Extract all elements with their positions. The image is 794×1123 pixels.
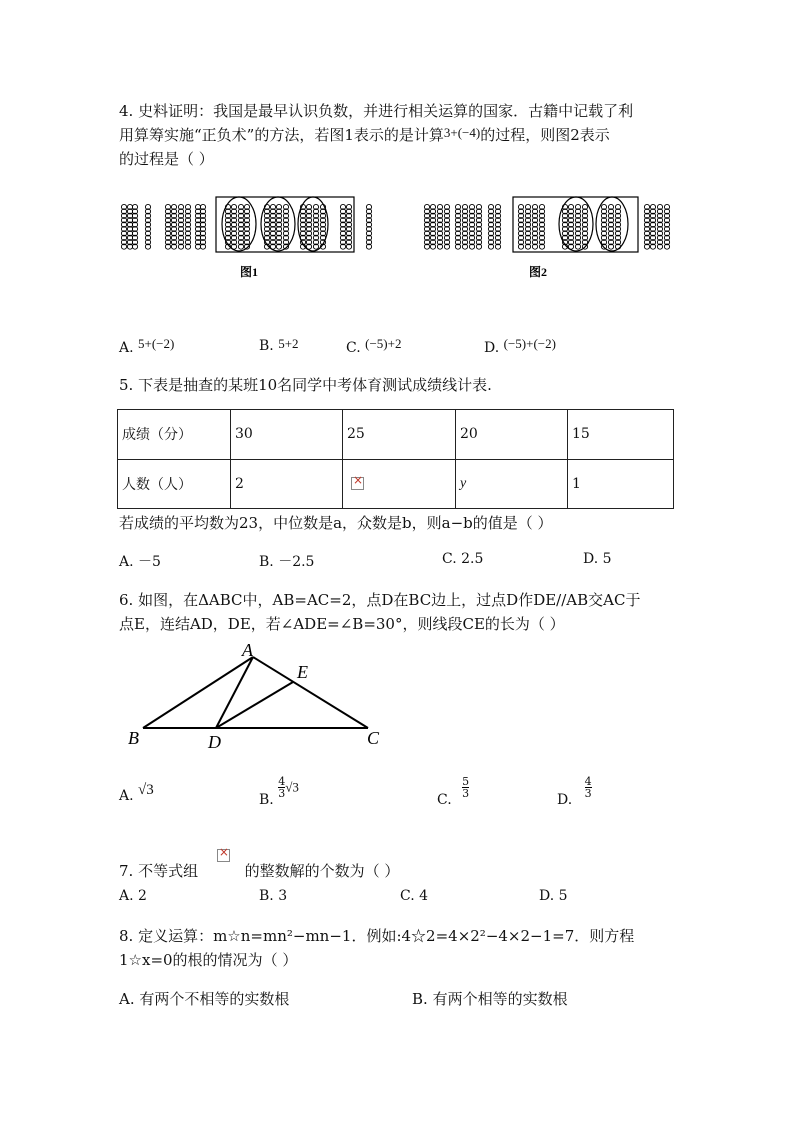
option-expression: (−5)+(−2) xyxy=(503,336,556,351)
option-value: 4 xyxy=(419,888,429,904)
q5-option-d[interactable] xyxy=(583,551,612,567)
counting-rod xyxy=(469,204,474,249)
option-letter: B. xyxy=(412,990,428,1008)
q4-line3: 的过程是（ ） xyxy=(119,150,214,168)
option-expression: √3 xyxy=(285,779,299,795)
counting-rod xyxy=(121,204,126,249)
q7-option-d[interactable] xyxy=(539,888,568,904)
q7-option-b[interactable] xyxy=(259,888,287,904)
counting-rod xyxy=(366,204,371,249)
label-E: E xyxy=(297,662,308,682)
q4-line2-text-b: 的过程，则图2表示 xyxy=(480,126,610,144)
option-letter: A. xyxy=(119,990,135,1008)
counting-rod xyxy=(430,204,435,249)
counting-rod xyxy=(518,204,523,249)
counting-rod xyxy=(132,204,137,249)
table-row xyxy=(118,459,674,509)
table-cell: 15 xyxy=(568,410,674,460)
counting-rod xyxy=(238,204,243,249)
option-letter: B. xyxy=(259,338,274,354)
option-value: 2 xyxy=(138,888,147,904)
denominator: 3 xyxy=(278,787,286,800)
counting-rod xyxy=(444,204,449,249)
fraction xyxy=(585,776,592,799)
label-D: D xyxy=(208,732,221,752)
option-value: 3 xyxy=(278,888,288,904)
broken-image-icon xyxy=(217,849,230,862)
segment-AC xyxy=(253,657,368,728)
option-value: 5 xyxy=(558,888,568,904)
counting-rod xyxy=(127,204,132,249)
table-cell: 25 xyxy=(343,410,456,460)
option-letter: B. xyxy=(259,888,274,904)
option-value: 2.5 xyxy=(461,551,484,567)
counting-rod xyxy=(300,204,305,249)
broken-image-icon xyxy=(351,477,364,490)
option-expression: 5+2 xyxy=(278,336,299,351)
option-expression: 5+(−2) xyxy=(138,336,175,351)
counting-rod xyxy=(145,204,150,249)
counting-rod xyxy=(346,204,351,249)
q7-text-before: 7. 不等式组 xyxy=(119,862,199,880)
table-cell: 30 xyxy=(231,410,343,460)
table-cell: 成绩（分） xyxy=(118,410,231,460)
counting-rod xyxy=(306,204,311,249)
segment-AB xyxy=(143,657,253,728)
q6-option-d[interactable] xyxy=(557,776,592,808)
counting-rod xyxy=(185,204,190,249)
option-text: 有两个不相等的实数根 xyxy=(139,990,290,1008)
q8-line1: 8. 定义运算：m☆n=mn²−mn−1．例如:4☆2=4×2²−4×2−1=7．则方程 xyxy=(119,927,635,945)
table-cell: 2 xyxy=(231,459,343,509)
numerator: 5 xyxy=(462,775,470,788)
numerator: 4 xyxy=(278,775,286,788)
option-text: 有两个相等的实数根 xyxy=(432,990,568,1008)
label-B: B xyxy=(128,728,139,748)
table-cell: 1 xyxy=(568,459,674,509)
option-letter: D. xyxy=(484,340,500,356)
table-cell: y xyxy=(456,459,568,509)
q6-line1: 6. 如图，在ΔABC中，AB=AC=2，点D在BC边上，过点D作DE//AB交AC于 xyxy=(119,591,641,609)
counting-rod xyxy=(644,204,649,249)
counting-rods-figure xyxy=(0,190,794,290)
option-letter: B. xyxy=(259,791,274,808)
q8-line2: 1☆x=0的根的情况为（ ） xyxy=(119,951,298,969)
counting-rod xyxy=(568,204,573,249)
q4-line2 xyxy=(119,124,610,145)
option-value: －5 xyxy=(138,554,161,570)
fig1-ellipse-3 xyxy=(298,197,328,251)
q4-line1: 4. 史料证明：我国是最早认识负数，并进行相关运算的国家．古籍中记载了利 xyxy=(119,102,634,120)
q5-line1: 5. 下表是抽查的某班10名同学中考体育测试成绩线计表. xyxy=(119,376,492,394)
counting-rod xyxy=(476,204,481,249)
counting-rod xyxy=(488,204,493,249)
counting-rod xyxy=(165,204,170,249)
option-expression: √3 xyxy=(138,782,154,798)
table-cell: 20 xyxy=(456,410,568,460)
counting-rod xyxy=(283,204,288,249)
fig1-caption: 图1 xyxy=(240,265,259,279)
counting-rod xyxy=(608,204,613,249)
table-row xyxy=(118,410,674,460)
q4-line2-text-a: 用算筹实施“正负术”的方法，若图1表示的是计算 xyxy=(119,126,444,144)
counting-rod xyxy=(539,204,544,249)
q8-option-b[interactable] xyxy=(412,988,568,1009)
q6-line2: 点E，连结AD，DE，若∠ADE=∠B=30°，则线段CE的长为（ ） xyxy=(119,615,565,633)
counting-rod xyxy=(455,204,460,249)
counting-rod xyxy=(313,204,318,249)
table-cell-missing-image xyxy=(343,459,456,509)
option-letter: A. xyxy=(119,788,134,804)
q5-question-text: 若成绩的平均数为23，中位数是a，众数是b，则a−b的值是（ ） xyxy=(119,514,553,532)
option-letter: B. xyxy=(259,554,274,570)
q8-option-a[interactable] xyxy=(119,988,289,1009)
q6-option-c[interactable] xyxy=(437,776,469,808)
q4-expression: 3+(−4) xyxy=(443,125,481,140)
option-letter: C. xyxy=(442,551,457,567)
counting-rod xyxy=(195,204,200,249)
counting-rod xyxy=(178,204,183,249)
denominator: 3 xyxy=(462,787,470,800)
option-letter: A. xyxy=(119,554,134,570)
counting-rod xyxy=(244,204,249,249)
q7-line xyxy=(119,849,399,881)
counting-rod xyxy=(601,204,606,249)
q7-option-c[interactable] xyxy=(400,888,428,904)
q5-option-a[interactable] xyxy=(119,551,161,571)
counting-rod xyxy=(495,204,500,249)
option-letter: D. xyxy=(539,888,555,904)
numerator: 4 xyxy=(584,775,592,788)
counting-rod xyxy=(231,204,236,249)
counting-rod xyxy=(424,204,429,249)
option-letter: C. xyxy=(400,888,415,904)
counting-rod xyxy=(437,204,442,249)
q5-option-b[interactable] xyxy=(259,551,314,571)
option-letter: A. xyxy=(119,340,134,356)
option-value: 5 xyxy=(602,551,612,567)
q4-option-b[interactable] xyxy=(259,336,299,354)
counting-rod xyxy=(657,204,662,249)
option-letter: C. xyxy=(437,791,452,808)
counting-rod xyxy=(525,204,530,249)
q4-option-d[interactable] xyxy=(484,336,556,356)
table-cell: 人数（人） xyxy=(118,459,231,509)
counting-rod xyxy=(270,204,275,249)
counting-rod xyxy=(320,204,325,249)
option-letter: C. xyxy=(346,340,361,356)
fig1-ellipse-2 xyxy=(261,197,295,251)
option-letter: D. xyxy=(583,551,599,567)
q6-option-b[interactable] xyxy=(259,776,299,808)
counting-rod xyxy=(276,204,281,249)
option-letter: D. xyxy=(557,791,573,808)
fraction xyxy=(462,776,469,799)
option-value: －2.5 xyxy=(278,554,315,570)
triangle-figure xyxy=(0,630,794,760)
counting-rod xyxy=(582,204,587,249)
counting-rod xyxy=(532,204,537,249)
counting-rod xyxy=(340,204,345,249)
fig2-ellipse-2 xyxy=(596,197,628,251)
q7-option-a[interactable] xyxy=(119,888,147,904)
counting-rod xyxy=(200,204,205,249)
score-table xyxy=(117,409,674,509)
counting-rod xyxy=(650,204,655,249)
label-A: A xyxy=(242,640,253,660)
option-expression: (−5)+2 xyxy=(365,336,402,351)
q7-text-after: 的整数解的个数为（ ） xyxy=(244,862,400,880)
q4-option-c[interactable] xyxy=(346,336,401,356)
counting-rod xyxy=(664,204,669,249)
q5-option-c[interactable] xyxy=(442,551,483,567)
fig2-caption: 图2 xyxy=(529,265,548,279)
counting-rod xyxy=(615,204,620,249)
q4-option-a[interactable] xyxy=(119,336,174,356)
counting-rod xyxy=(462,204,467,249)
q6-option-a[interactable] xyxy=(119,782,154,804)
label-C: C xyxy=(367,728,380,748)
counting-rod xyxy=(575,204,580,249)
counting-rod xyxy=(171,204,176,249)
denominator: 3 xyxy=(584,787,592,800)
option-letter: A. xyxy=(119,888,134,904)
